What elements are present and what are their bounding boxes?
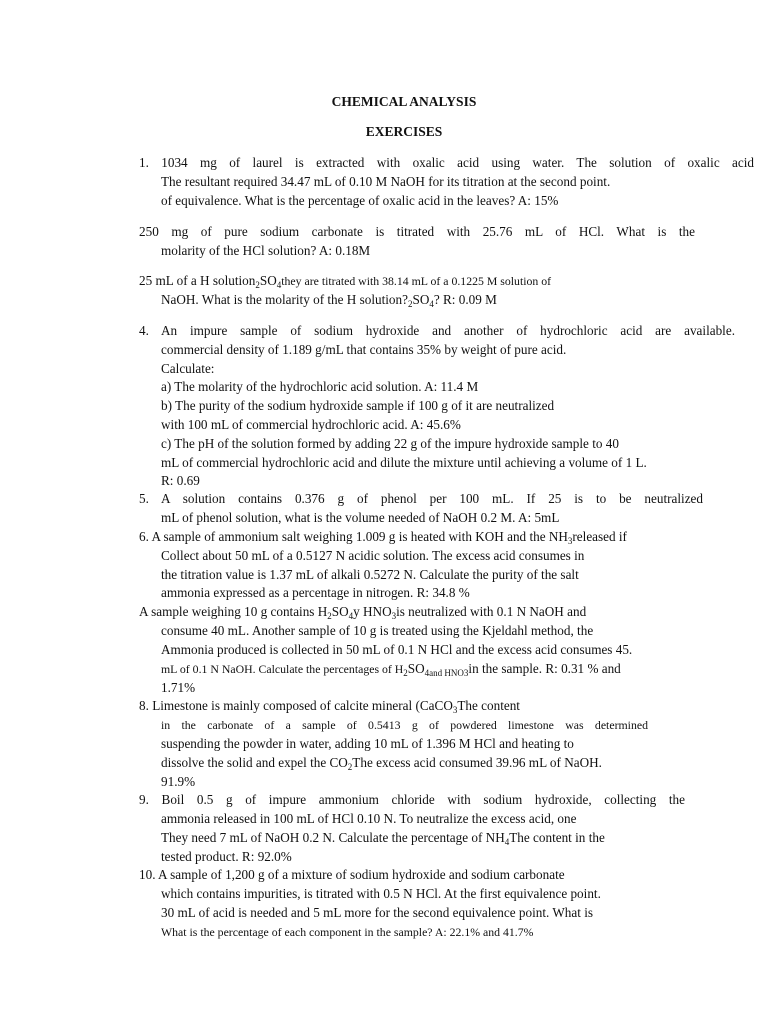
exercise-8-text: dissolve the solid and expel the CO (161, 755, 348, 770)
exercise-7-line-1 (139, 604, 586, 621)
exercise-4-line-8: mL of commercial hydrochloric acid and dilute the mixture until achieving a volume of 1 L. (161, 455, 647, 470)
exercise-8-text: 8. Limestone is mainly composed of calcite mineral (CaCO (139, 698, 453, 713)
subscript: 4and HNO3 (424, 668, 469, 678)
exercise-3-text: 25 mL of a H solution (139, 273, 256, 288)
exercise-4-line-4: a) The molarity of the hydrochloric acid solution. A: 11.4 M (161, 379, 479, 394)
page-subtitle: EXERCISES (365, 124, 443, 139)
exercise-7-line-2: consume 40 mL. Another sample of 10 g is treated using the Kjeldahl method, the (161, 623, 594, 638)
exercise-7-text: SO (331, 604, 349, 619)
exercise-4-line-9: R: 0.69 (161, 473, 200, 488)
exercise-4-line-1: 4. An impure sample of sodium hydroxide and another of hydrochloric acid are available. (139, 323, 735, 338)
exercise-3-text: SO (259, 273, 277, 288)
exercise-9-text: The content in the (509, 830, 605, 845)
exercise-4-line-7: c) The pH of the solution formed by adding 22 g of the impure hydroxide sample to 40 (161, 436, 619, 451)
exercise-6-line-1 (139, 529, 627, 546)
exercise-2-line-1: 250 mg of pure sodium carbonate is titrated with 25.76 mL of HCl. What is the (139, 224, 695, 239)
exercise-9-line-1: 9. Boil 0.5 g of impure ammonium chloride with sodium hydroxide, collecting the (139, 792, 685, 807)
subscript: 2 (255, 280, 260, 290)
exercise-6-text: 6. A sample of ammonium salt weighing 1.009 g is heated with KOH and the NH (139, 529, 568, 544)
exercise-4-line-2: commercial density of 1.189 g/mL that contains 35% by weight of pure acid. (161, 342, 567, 357)
exercise-8-text: The excess acid consumed 39.96 mL of NaOH. (352, 755, 602, 770)
exercise-3-text: NaOH. What is the molarity of the H solution? (161, 292, 408, 307)
exercise-4-line-3: Calculate: (161, 361, 215, 376)
subscript: 3 (391, 611, 397, 621)
subscript: 4 (348, 611, 354, 621)
subscript: 2 (403, 668, 408, 678)
exercise-7-text: mL of 0.1 N NaOH. Calculate the percentages of H (161, 662, 404, 676)
exercise-7-line-4 (161, 661, 621, 678)
exercise-2-line-2: molarity of the HCl solution? A: 0.18M (161, 243, 371, 258)
exercise-8-line-5: 91.9% (161, 774, 196, 789)
exercise-8-line-1 (139, 698, 520, 715)
exercise-5-line-1: 5. A solution contains 0.376 g of phenol per 100 mL. If 25 is to be neutralized (139, 491, 703, 506)
exercise-6-line-2: Collect about 50 mL of a 0.5127 N acidic solution. The excess acid consumes in (161, 548, 585, 563)
subscript: 3 (567, 536, 573, 546)
exercise-4-line-5: b) The purity of the sodium hydroxide sample if 100 g of it are neutralized (161, 398, 555, 413)
exercise-7-text: SO (407, 661, 425, 676)
subscript: 4 (504, 837, 510, 847)
exercise-1-line-2: The resultant required 34.47 mL of 0.10 M NaOH for its titration at the second point. (161, 174, 611, 189)
exercise-9-text: They need 7 mL of NaOH 0.2 N. Calculate the percentage of NH (161, 830, 505, 845)
exercise-5-line-2: mL of phenol solution, what is the volume needed of NaOH 0.2 M. A: 5mL (161, 510, 560, 525)
exercise-1-line-3: of equivalence. What is the percentage of oxalic acid in the leaves? A: 15% (161, 193, 559, 208)
exercise-1-line-1: 1. 1034 mg of laurel is extracted with oxalic acid using water. The solution of oxalic acid (139, 155, 754, 170)
exercise-8-line-4 (161, 755, 602, 772)
exercise-7-line-5: 1.71% (161, 680, 196, 695)
exercise-9-line-2: ammonia released in 100 mL of HCl 0.10 N. To neutralize the excess acid, one (161, 811, 577, 826)
exercise-10-line-4: What is the percentage of each component in the sample? A: 22.1% and 41.7% (161, 925, 534, 939)
subscript: 4 (276, 280, 282, 290)
exercise-8-text: The content (457, 698, 520, 713)
exercise-7-text: in the sample. R: 0.31 % and (468, 661, 621, 676)
subscript: 4 (429, 299, 434, 309)
subscript: 2 (347, 762, 353, 772)
exercise-7-line-3: Ammonia produced is collected in 50 mL of 0.1 N HCl and the excess acid consumes 45. (161, 642, 633, 657)
subscript: 2 (407, 299, 413, 309)
subscript: 3 (452, 705, 458, 715)
exercise-3-line-1 (139, 273, 551, 290)
exercise-6-line-4: ammonia expressed as a percentage in nitrogen. R: 34.8 % (161, 585, 470, 600)
exercise-7-text: y HNO (353, 604, 392, 619)
exercise-6-line-3: the titration value is 1.37 mL of alkali 0.5272 N. Calculate the purity of the salt (161, 567, 579, 582)
exercise-10-line-3: 30 mL of acid is needed and 5 mL more for the second equivalence point. What is (161, 905, 593, 920)
exercise-10-line-2: which contains impurities, is titrated with 0.5 N HCl. At the first equivalence point. (161, 886, 601, 901)
exercise-3-text: SO (412, 292, 430, 307)
exercise-3-line-2 (161, 292, 497, 309)
exercise-7-text: is neutralized with 0.1 N NaOH and (396, 604, 587, 619)
exercise-9-line-4: tested product. R: 92.0% (161, 849, 292, 864)
subscript: 2 (327, 611, 332, 621)
exercise-3-text: they are titrated with 38.14 mL of a 0.1225 M solution of (281, 274, 552, 288)
exercise-7-text: A sample weighing 10 g contains H (139, 604, 328, 619)
page-title: CHEMICAL ANALYSIS (331, 94, 477, 109)
exercise-10-line-1: 10. A sample of 1,200 g of a mixture of sodium hydroxide and sodium carbonate (139, 867, 565, 882)
exercise-8-line-2: in the carbonate of a sample of 0.5413 g of powdered limestone was determined (161, 718, 648, 732)
exercise-9-line-3 (161, 830, 605, 847)
exercise-3-text: ? R: 0.09 M (433, 292, 497, 307)
exercise-8-line-3: suspending the powder in water, adding 10 mL of 1.396 M HCl and heating to (161, 736, 574, 751)
exercise-6-text: released if (572, 529, 627, 544)
exercise-4-line-6: with 100 mL of commercial hydrochloric acid. A: 45.6% (161, 417, 461, 432)
